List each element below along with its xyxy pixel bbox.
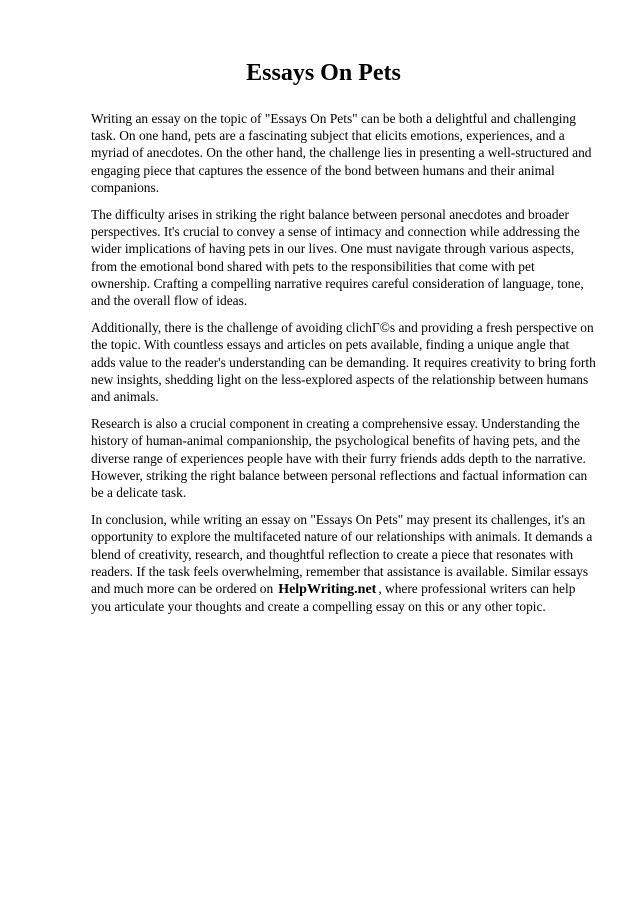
- paragraph-conclusion: [91, 511, 596, 615]
- paragraph-intro: Writing an essay on the topic of "Essays On Pets" can be both a delightful and challenging task. On one hand, pets are a fascinating subject that elicits emotions, experiences, and a myriad of anecdotes. On the other hand, the challenge lies in presenting a well-structured and engaging piece that captures the essence of the bond between humans and their animal companions.: [91, 111, 592, 195]
- conclusion-text-after-link: , where professional writers can help you articulate your thoughts and create a compelling essay on this or any other topic.: [91, 581, 576, 615]
- document-title: Essays On Pets: [246, 60, 401, 86]
- paragraph-cliches: Additionally, there is the challenge of avoiding clichГ©s and providing a fresh perspective on the topic. With countless essays and articles on pets available, finding a unique angle that adds value to the reader's understanding can be demanding. It requires creativity to bring forth new insights, shedding light on the less-explored aspects of the relationship between humans and animals.: [91, 320, 596, 405]
- paragraph-difficulty: The difficulty arises in striking the right balance between personal anecdotes and broader perspectives. It's crucial to convey a sense of intimacy and connection while addressing the wider implications of having pets in our lives. One must navigate through various aspects, from the emotional bond shared with pets to the responsibilities that come with pet ownership. Crafting a compelling narrative requires careful consideration of language, tone, and the overall flow of ideas.: [91, 207, 584, 309]
- helpwriting-link[interactable]: HelpWriting.net: [278, 582, 377, 598]
- conclusion-text-before-link: In conclusion, while writing an essay on "Essays On Pets" may present its challenges, it's an opportunity to explore the multifaceted nature of our relationships with animals. It demands a blend of creativity, research, and thoughtful reflection to create a piece that resonates with readers. If the task feels overwhelming, remember that assistance is available. Similar essays and much more can be ordered on: [91, 512, 593, 597]
- paragraph-research: Research is also a crucial component in creating a comprehensive essay. Understanding the history of human-animal companionship, the psychological benefits of having pets, and the diverse range of experiences people have with their furry friends adds depth to the narrative. However, striking the right balance between personal reflections and factual information can be a delicate task.: [91, 416, 588, 501]
